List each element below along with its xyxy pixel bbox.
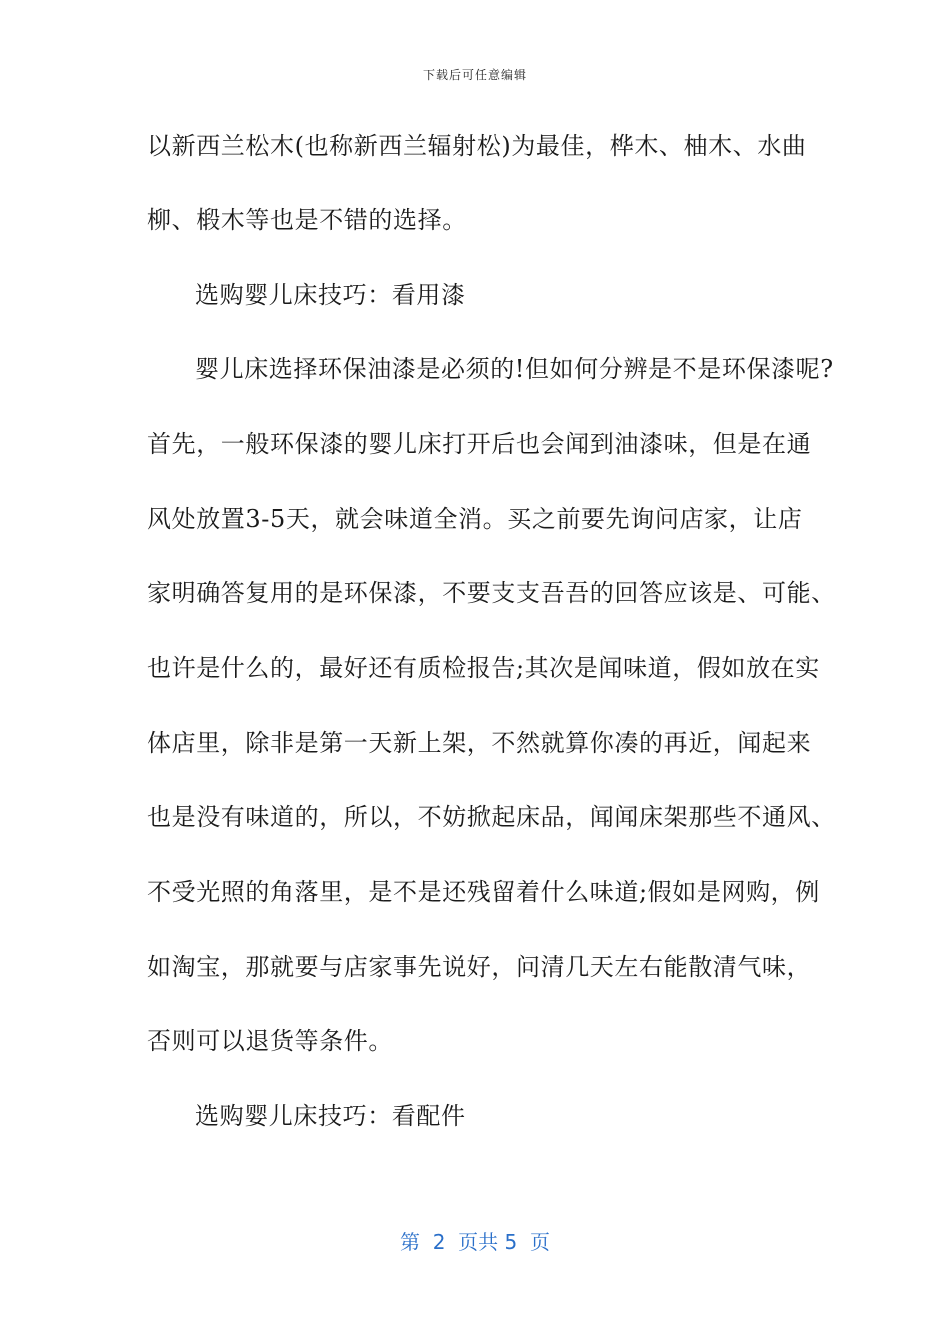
paragraph-line: 柳、椴木等也是不错的选择。: [147, 206, 467, 234]
page-header: 下载后可任意编辑: [422, 68, 527, 82]
paragraph-line: 婴儿床选择环保油漆是必须的!但如何分辨是不是环保漆呢?: [195, 355, 834, 383]
paragraph-line: 不受光照的角落里，是不是还残留着什么味道;假如是网购，例: [147, 878, 820, 906]
paragraph-line: 风处放置3-5天，就会味道全消。买之前要先询问店家，让店: [147, 505, 803, 533]
section-heading: 选购婴儿床技巧：看用漆: [195, 281, 466, 309]
paragraph-line: 否则可以退货等条件。: [147, 1027, 393, 1055]
paragraph-line: 以新西兰松木(也称新西兰辐射松)为最佳，桦木、柚木、水曲: [147, 132, 807, 160]
paragraph-line: 也许是什么的，最好还有质检报告;其次是闻味道，假如放在实: [147, 654, 820, 682]
paragraph-line: 家明确答复用的是环保漆，不要支支吾吾的回答应该是、可能、: [147, 579, 836, 607]
page-number-footer: 第 2 页共 5 页: [400, 1230, 550, 1254]
paragraph-line: 也是没有味道的，所以，不妨掀起床品，闻闻床架那些不通风、: [147, 803, 836, 831]
paragraph-line: 体店里，除非是第一天新上架，不然就算你凑的再近，闻起来: [147, 729, 812, 757]
section-heading: 选购婴儿床技巧：看配件: [195, 1102, 466, 1130]
paragraph-line: 如淘宝，那就要与店家事先说好，问清几天左右能散清气味，: [147, 953, 812, 981]
paragraph-line: 首先，一般环保漆的婴儿床打开后也会闻到油漆味，但是在通: [147, 430, 812, 458]
